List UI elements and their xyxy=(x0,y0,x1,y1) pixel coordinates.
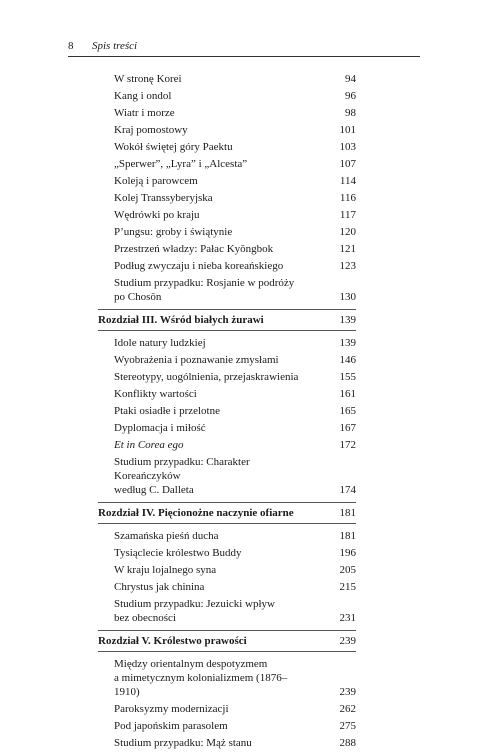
toc-entry xyxy=(98,702,356,716)
toc-entry xyxy=(98,370,356,384)
toc-entry xyxy=(98,529,356,543)
toc-entry-page: 172 xyxy=(339,439,356,451)
toc-entry-page: 139 xyxy=(339,337,356,349)
toc-entry-page: 174 xyxy=(339,484,356,496)
toc-entry-page: 98 xyxy=(345,107,356,119)
running-header xyxy=(68,40,420,56)
toc-entry xyxy=(98,546,356,560)
toc-entry-page: 155 xyxy=(339,371,356,383)
chapter-page: 239 xyxy=(339,635,356,647)
toc-entry-title: Studium przypadku: Mąż stanu xyxy=(114,737,252,749)
toc-entry-title: Kolej Transsyberyjska xyxy=(114,192,213,204)
toc-entry-line2: po Chosŏn xyxy=(114,291,162,303)
toc-entry-title: Pod japońskim parasolem xyxy=(114,720,228,732)
toc-entry-page: 96 xyxy=(345,90,356,102)
toc-entry xyxy=(98,563,356,577)
toc-entry-title: P’ungsu: groby i świątynie xyxy=(114,226,233,238)
chapter-title: Rozdział V. Królestwo prawości xyxy=(98,635,247,647)
toc-entry-page: 120 xyxy=(339,226,356,238)
toc-entry-title: W stronę Korei xyxy=(114,73,182,85)
toc-entry-page: 130 xyxy=(339,291,356,303)
toc-entry-page: 114 xyxy=(339,175,356,187)
toc-entry-title: Chrystus jak chinina xyxy=(114,581,205,593)
toc-entry xyxy=(98,421,356,435)
toc-entry-page: 116 xyxy=(339,192,356,204)
toc-entry xyxy=(98,387,356,401)
toc-entry xyxy=(98,174,356,188)
toc-entry-title: Podług zwyczaju i nieba koreańskiego xyxy=(114,260,284,272)
toc-entry-title: Wędrówki po kraju xyxy=(114,209,200,221)
toc-entry-title: Ptaki osiadłe i przelotne xyxy=(114,405,220,417)
toc-entry-title: Idole natury ludzkiej xyxy=(114,337,206,349)
toc-entry xyxy=(98,72,356,86)
toc-entry-title: Konflikty wartości xyxy=(114,388,197,400)
toc-entry-title: Wiatr i morze xyxy=(114,107,175,119)
toc-entry-title: Dyplomacja i miłość xyxy=(114,422,206,434)
toc-entry-page: 215 xyxy=(339,581,356,593)
toc-entry-page: 181 xyxy=(339,530,356,542)
toc-entry xyxy=(98,455,356,497)
toc-entry-page: 165 xyxy=(339,405,356,417)
toc-entry-title: W kraju lojalnego syna xyxy=(114,564,217,576)
toc-entry-title: Wyobrażenia i poznawanie zmysłami xyxy=(114,354,279,366)
toc-entry xyxy=(98,597,356,625)
chapter-page: 139 xyxy=(339,314,356,326)
toc-entry-page: 167 xyxy=(339,422,356,434)
toc-entry-line1: Studium przypadku: Jezuicki wpływ xyxy=(114,598,276,610)
toc-entry-title xyxy=(98,276,326,304)
toc-entry-page: 262 xyxy=(339,703,356,715)
toc-entry xyxy=(98,140,356,154)
chapter-heading xyxy=(98,630,356,652)
toc-entry xyxy=(98,404,356,418)
toc-entry-page: 123 xyxy=(339,260,356,272)
toc-entry xyxy=(98,259,356,273)
toc-entry-title xyxy=(98,597,326,625)
toc-entry-title: „Sperwer”, „Lyra” i „Alcesta” xyxy=(114,158,248,170)
running-title: Spis treści xyxy=(92,40,138,52)
toc-entry xyxy=(98,580,356,594)
toc-entry-line1: Studium przypadku: Rosjanie w podróży xyxy=(114,277,295,289)
toc-entry xyxy=(98,719,356,733)
toc-entry-title: Koleją i parowcem xyxy=(114,175,198,187)
toc-entry-title xyxy=(98,657,326,699)
chapter-title: Rozdział III. Wśród białych żurawi xyxy=(98,314,264,326)
header-rule xyxy=(68,56,420,57)
toc-entry-title: Paroksyzmy modernizacji xyxy=(114,703,229,715)
toc-entry-title: Kang i ondol xyxy=(114,90,172,102)
toc-entry xyxy=(98,438,356,452)
toc-entry-title: Wokół świętej góry Paektu xyxy=(114,141,233,153)
toc-entry xyxy=(98,225,356,239)
toc-entry-line2: bez obecności xyxy=(114,612,176,624)
toc-entry-line2: a mimetycznym kolonializmem (1876–1910) xyxy=(114,672,288,698)
toc-entry xyxy=(98,276,356,304)
chapter-heading xyxy=(98,502,356,524)
toc-entry-title: Szamańska pieśń ducha xyxy=(114,530,219,542)
toc-entry-title xyxy=(98,455,326,497)
toc-entry-page: 146 xyxy=(339,354,356,366)
toc-entry-page: 103 xyxy=(339,141,356,153)
toc-entry-title: Tysiąclecie królestwo Buddy xyxy=(114,547,242,559)
toc-entry-page: 231 xyxy=(339,612,356,624)
toc-entry xyxy=(98,353,356,367)
toc-entry xyxy=(98,736,356,750)
toc-entry xyxy=(98,123,356,137)
toc-entry xyxy=(98,336,356,350)
toc-entry xyxy=(98,106,356,120)
toc-entry xyxy=(98,208,356,222)
page-number: 8 xyxy=(68,40,74,52)
toc-entry-line1: Studium przypadku: Charakter Koreańczyków xyxy=(114,456,250,482)
toc-entry-page: 117 xyxy=(339,209,356,221)
chapter-title: Rozdział IV. Pięcionożne naczynie ofiarne xyxy=(98,507,294,519)
toc-entry-page: 205 xyxy=(339,564,356,576)
toc-entry xyxy=(98,157,356,171)
toc-entry-page: 196 xyxy=(339,547,356,559)
toc-entry-title: Et in Corea ego xyxy=(114,439,184,451)
chapter-heading xyxy=(98,309,356,331)
toc-entry-title: Kraj pomostowy xyxy=(114,124,188,136)
toc-entry-page: 288 xyxy=(339,737,356,749)
toc-entry-page: 107 xyxy=(339,158,356,170)
toc-entry xyxy=(98,191,356,205)
toc-entry-page: 101 xyxy=(339,124,356,136)
toc-entry xyxy=(98,657,356,699)
toc-entry-page: 239 xyxy=(339,686,356,698)
chapter-page: 181 xyxy=(339,507,356,519)
toc-entry-page: 94 xyxy=(345,73,356,85)
toc-entry-line1: Między orientalnym despotyzmem xyxy=(114,658,268,670)
table-of-contents xyxy=(98,72,356,753)
toc-entry-page: 121 xyxy=(339,243,356,255)
toc-entry-title: Stereotypy, uogólnienia, przejaskrawienia xyxy=(114,371,299,383)
toc-entry-page: 275 xyxy=(339,720,356,732)
toc-entry-line2: według C. Dalleta xyxy=(114,484,194,496)
toc-entry xyxy=(98,89,356,103)
toc-entry xyxy=(98,242,356,256)
toc-entry-page: 161 xyxy=(339,388,356,400)
toc-entry-title: Przestrzeń władzy: Pałac Kyŏngbok xyxy=(114,243,274,255)
